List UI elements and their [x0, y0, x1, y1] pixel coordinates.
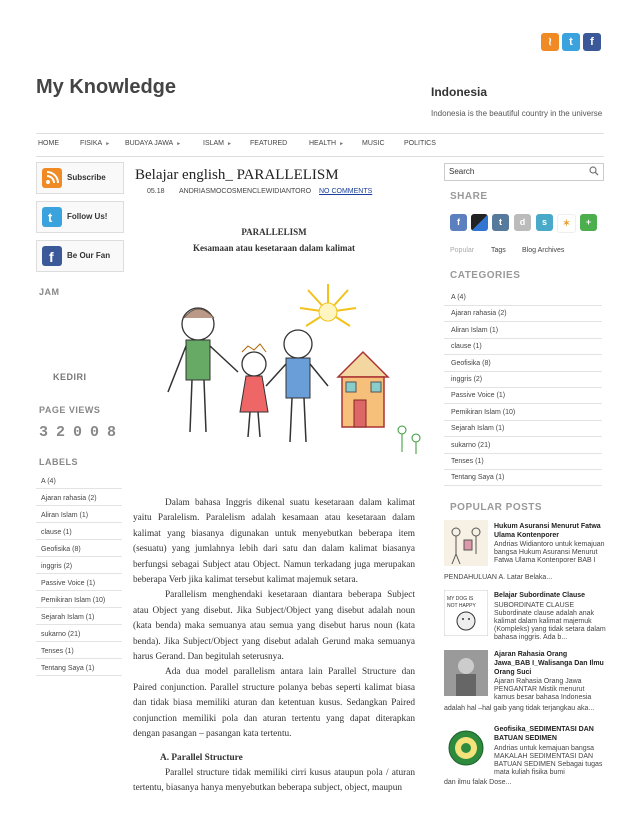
tab-tags[interactable]: Tags — [491, 247, 506, 254]
category-item[interactable]: Ajaran rahasia (2) — [444, 306, 602, 322]
popular-post-excerpt: Andrias Widiantoro untuk kemajuan bangsa Hukum Asuransi Menurut Fatwa Ulama Kontenporer BAB I — [494, 541, 605, 564]
post-paragraph: Dalam bahasa Inggris dikenal suatu kesetaraan dalam kalimat yaitu Paralelism. Paralelism adalah kesamaan atau kesetaraan dalam kalimat yang biasanya digunakan untuk menyebutkan beberapa item (sesuatu) yang jumlahnya lebih dari satu dan dalam kalimat biasanya berfungsi sebagai Subject atau Object. Namun terkadang juga merupakan beberapa Verb jika kalimat tersebut kalimat majemuk setara. — [133, 498, 415, 586]
popular-post-title[interactable]: Belajar Subordinate Clause — [494, 592, 586, 599]
label-item[interactable]: Aliran Islam (1) — [36, 508, 122, 523]
site-title[interactable]: My Knowledge — [36, 76, 177, 98]
caret-icon: ► — [176, 141, 182, 147]
caret-icon: ► — [105, 141, 111, 147]
main-nav — [36, 133, 604, 157]
label-item[interactable]: Ajaran rahasia (2) — [36, 491, 122, 506]
post-title[interactable]: Belajar english_ PARALLELISM — [135, 167, 339, 183]
popular-post-title[interactable]: Hukum Asuransi Menurut Fatwa Ulama Kontenporer — [494, 523, 601, 539]
nav-health[interactable]: HEALTH ► — [309, 140, 345, 147]
nav-budaya-jawa[interactable]: BUDAYA JAWA ► — [125, 140, 182, 147]
label-item[interactable]: Passive Voice (1) — [36, 576, 122, 591]
fan-button[interactable] — [36, 240, 124, 272]
page-views-counter: 32008 — [39, 424, 125, 441]
nav-music[interactable]: MUSIC — [362, 140, 385, 147]
popular-post-excerpt-cont: PENDAHULUAN A. Latar Belaka... — [444, 574, 553, 581]
category-item[interactable]: Aliran Islam (1) — [444, 323, 602, 339]
label-item[interactable]: Tentang Saya (1) — [36, 661, 122, 676]
popular-post-excerpt-cont: adalah hal –hal gaib yang tidak terjangkau aka... — [444, 705, 595, 712]
nav-home[interactable]: HOME — [38, 140, 59, 147]
popular-post-excerpt-cont: dan ilmu falak Dose... — [444, 779, 512, 786]
post-paragraph: Parallel structure tidak memiliki cirri kusus ataupun pola / aturan tertentu, biasanya hanya menyebutkan beberapa subject, object, maupun — [133, 767, 415, 793]
post-illustration — [158, 282, 428, 460]
nav-islam[interactable]: ISLAM ► — [203, 140, 232, 147]
post-subtitle: PARALLELISM — [241, 227, 307, 237]
facebook-icon[interactable]: f — [583, 33, 601, 51]
post-section-heading: A. Parallel Structure — [160, 752, 243, 763]
rss-icon[interactable]: ≀ — [541, 33, 559, 51]
facebook-icon — [42, 246, 62, 266]
category-item[interactable]: Tenses (1) — [444, 454, 602, 470]
popular-post-title[interactable]: Geofisika_SEDIMENTASI DAN BATUAN SEDIMEN — [494, 726, 594, 742]
category-item[interactable]: Passive Voice (1) — [444, 388, 602, 404]
page-views-heading: PAGE VIEWS — [39, 405, 101, 415]
popular-post-excerpt: Andrias untuk kemajuan bangsa MAKALAH SEDIMENTASI DAN BATUAN SEDIMEN Sebagai tugas mata kuliah fisika bumi — [494, 745, 603, 776]
popular-post-excerpt: SUBORDINATE CLAUSE Subordinate clause adalah anak kalimat dalam kalimat majemuk (Kompleks) yang tidak setara dalam bahasa inggris. Ada b... — [494, 602, 606, 641]
label-item[interactable]: clause (1) — [36, 525, 122, 540]
category-item[interactable]: Pemikiran Islam (10) — [444, 405, 602, 421]
tab-popular[interactable]: Popular — [450, 247, 475, 254]
svg-text:MY DOG IS: MY DOG IS — [447, 596, 474, 602]
category-item[interactable]: sukarno (21) — [444, 438, 602, 454]
nav-featured[interactable]: FEATURED — [250, 140, 288, 147]
tab-blog-archives[interactable]: Blog Archives — [522, 247, 565, 254]
caret-icon: ► — [339, 141, 345, 147]
svg-text:t: t — [48, 210, 53, 225]
search-placeholder: Search — [449, 167, 475, 176]
nav-politics[interactable]: POLITICS — [404, 140, 436, 147]
label-item[interactable]: sukarno (21) — [36, 627, 122, 642]
post-subtitle-2: Kesamaan atau kesetaraan dalam kalimat — [193, 243, 355, 253]
categories-heading: CATEGORIES — [450, 270, 521, 281]
stumbleupon-icon[interactable]: s — [536, 214, 553, 231]
label-item[interactable]: Pemikiran Islam (10) — [36, 593, 122, 608]
post-comments-link[interactable]: NO COMMENTS — [319, 188, 373, 195]
twitter-icon[interactable]: t — [562, 33, 580, 51]
post-thumbnail[interactable] — [444, 520, 488, 566]
header-description: Indonesia is the beautiful country in the universe — [431, 109, 603, 118]
svg-text:f: f — [49, 249, 54, 265]
category-item[interactable]: Geofisika (8) — [444, 356, 602, 372]
twitter-icon — [42, 207, 62, 227]
popular-post-excerpt: Ajaran Rahasia Orang Jawa PENGANTAR Mistik menurut kamus besar bahasa Indonesia — [494, 678, 592, 701]
post-thumbnail[interactable] — [444, 590, 488, 636]
post-thumbnail[interactable] — [444, 650, 488, 696]
facebook-icon[interactable]: f — [450, 214, 467, 231]
label-item[interactable]: A (4) — [36, 474, 122, 489]
popular-posts-heading: POPULAR POSTS — [450, 502, 543, 513]
follow-label: Follow Us! — [67, 212, 108, 221]
popular-post-title[interactable]: Ajaran Rahasia Orang Jawa_BAB I_Walisanga Dan Ilmu Orang Suci — [494, 651, 604, 676]
favorite-icon[interactable]: ✶ — [557, 214, 576, 233]
category-item[interactable]: inggris (2) — [444, 372, 602, 388]
jam-heading: JAM — [39, 287, 60, 297]
category-item[interactable]: Tentang Saya (1) — [444, 470, 602, 486]
follow-button[interactable] — [36, 201, 124, 233]
subscribe-button[interactable] — [36, 162, 124, 194]
category-item[interactable]: Sejarah Islam (1) — [444, 421, 602, 437]
label-item[interactable]: inggris (2) — [36, 559, 122, 574]
category-item[interactable]: clause (1) — [444, 339, 602, 355]
clock-city: KEDIRI — [53, 372, 87, 382]
label-item[interactable]: Tenses (1) — [36, 644, 122, 659]
nav-fisika[interactable]: FISIKA ► — [80, 140, 111, 147]
add-icon[interactable]: + — [580, 214, 597, 231]
rss-icon — [42, 168, 62, 188]
fan-label: Be Our Fan — [67, 251, 111, 260]
label-item[interactable]: Geofisika (8) — [36, 542, 122, 557]
label-item[interactable]: Sejarah Islam (1) — [36, 610, 122, 625]
labels-heading: LABELS — [39, 457, 78, 467]
delicious-icon[interactable] — [471, 214, 488, 231]
post-paragraph: Ada dua model parallelism antara lain Parallel Structure dan Paired conjunction. Parallel structure polanya bebas seperti kalimat biasa dan tidak biasa memiliki aturan dan ketentuan kusus. Sedangkan Paired conjunction memiliki pola dan aturan tertentu yang dapat diterapkan dengan pasangan – pasangan kata tertentu. — [133, 667, 415, 740]
svg-text:NOT HAPPY: NOT HAPPY — [447, 603, 476, 609]
header-title: Indonesia — [431, 85, 488, 99]
tumblr-icon[interactable]: t — [492, 214, 509, 231]
subscribe-label: Subscribe — [67, 173, 106, 182]
caret-icon: ► — [227, 141, 232, 147]
category-item[interactable]: A (4) — [444, 290, 602, 306]
post-thumbnail[interactable] — [444, 725, 488, 771]
post-time: 05.18 — [147, 188, 165, 195]
share-heading: SHARE — [450, 191, 488, 202]
post-author[interactable]: ANDRIASMOCOSMENCLEWIDIANTORO — [179, 188, 312, 195]
digg-icon[interactable]: d — [514, 214, 531, 231]
search-icon[interactable] — [589, 166, 599, 176]
post-body — [133, 496, 415, 796]
post-paragraph: Parallelism menghendaki kesetaraan diantara beberapa Subject atau Object yang disebut. Jika Subject/Object yang disebut adalah noun (kata benda) maka semuanya atau semua yang disebut harus noun (kata benda). Jika Subject/Object yang disebut adalah Gerund maka semuanya harus Gerand. Dan begitulah seterusnya. — [133, 590, 415, 663]
